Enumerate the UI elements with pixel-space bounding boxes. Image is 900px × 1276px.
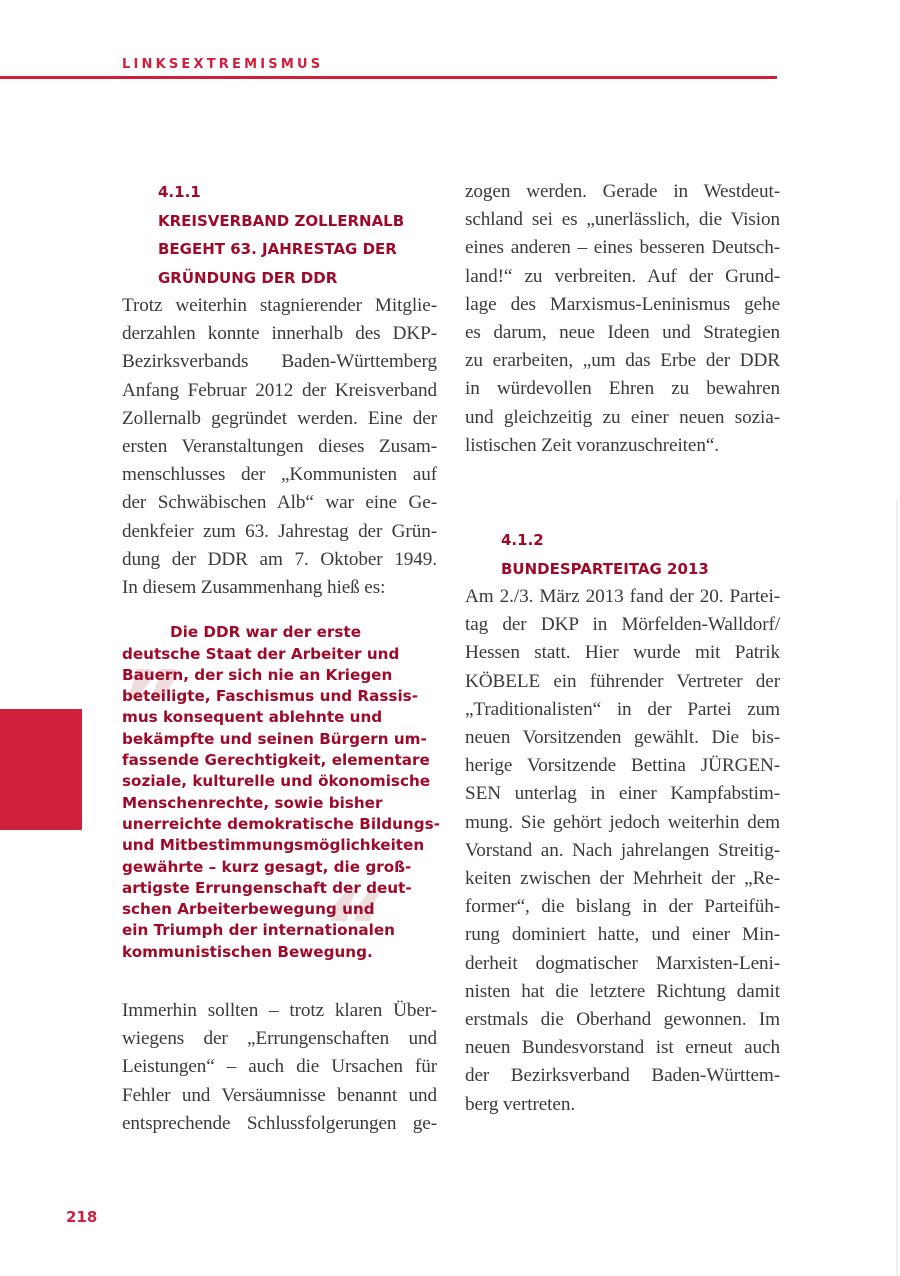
page-number: 218: [66, 1208, 98, 1226]
close-quote-mark-icon: “: [312, 872, 391, 985]
text-line: der Bezirksverband Baden-Württem-: [465, 1065, 780, 1087]
text-line: keiten zwischen der Mehrheit der „Re-: [465, 868, 780, 890]
section-2-heading: [501, 526, 780, 583]
text-line: Immerhin sollten – trotz klaren Über-: [122, 999, 437, 1021]
text-line: erstmals die Oberhand gewonnen. Im: [465, 1009, 780, 1031]
text-line: mung. Sie gehört jedoch weiterhin dem: [465, 811, 780, 833]
text-line: berg vertreten.: [465, 1093, 576, 1115]
text-line: Vorstand an. Nach jahrelangen Streitig-: [465, 839, 780, 861]
quote-line: beteiligte, Faschismus und Rassis-: [122, 687, 418, 706]
section-1-title-line: KREISVERBAND ZOLLERNALB: [158, 211, 405, 230]
text-line: nisten hat die letztere Richtung damit: [465, 980, 780, 1002]
quote-line: ein Triumph der internationalen: [122, 921, 395, 940]
section-1-after-quote-paragraph: [122, 997, 437, 1138]
text-line: wiegens der „Errungenschaften und: [122, 1028, 437, 1050]
open-quote-mark-icon: „: [118, 598, 197, 711]
section-2-title: BUNDESPARTEITAG 2013: [501, 559, 709, 578]
text-line: neuen Vorsitzenden gewählt. Die bis-: [465, 727, 780, 749]
text-line: KÖBELE ein führender Vertreter der: [465, 670, 780, 692]
text-line: und gleichzeitig zu einer neuen sozia-: [465, 406, 780, 428]
running-head-title: LINKSEXTREMISMUS: [122, 57, 324, 72]
text-line: Trotz weiterhin stagnierender Mitglie-: [122, 295, 437, 316]
text-line: former“, die bislang in der Parteifüh-: [465, 896, 780, 918]
text-line: rung dominiert hatte, und einer Min-: [465, 924, 780, 946]
quote-line: Bauern, der sich nie an Kriegen: [122, 665, 393, 684]
right-column: [465, 178, 780, 1119]
text-line: herige Vorsitzende Bettina JÜRGEN-: [465, 755, 780, 777]
text-line: land!“ zu verbreiten. Auf der Grund-: [465, 265, 780, 287]
text-line: zu erarbeiten, „um das Erbe der DDR: [465, 350, 780, 372]
text-line: eines anderen – eines besseren Deutsch-: [465, 237, 780, 259]
text-line: in würdevollen Ehren zu bewahren: [465, 378, 780, 400]
quote-line: und Mitbestimmungsmöglichkeiten: [122, 836, 425, 855]
section-1-intro-paragraph: [122, 292, 437, 602]
section-1-title-line: BEGEHT 63. JAHRESTAG DER: [158, 240, 397, 258]
quote-line: bekämpfte und seinen Bürgern um-: [122, 729, 427, 748]
text-line: derzahlen konnte innerhalb des DKP-: [122, 323, 437, 345]
text-line: menschlusses der „Kommunisten auf: [122, 464, 437, 486]
text-line: derheit dogmatischer Marxisten-Leni-: [465, 952, 780, 974]
quote-line: gewährte – kurz gesagt, die groß-: [122, 857, 412, 876]
text-line: „Traditionalisten“ in der Partei zum: [465, 698, 780, 720]
text-line: listischen Zeit voranzuschreiten“.: [465, 434, 719, 456]
quote-line: unerreichte demokratische Bildungs-: [122, 814, 440, 833]
quote-line: kommunistischen Bewegung.: [122, 942, 373, 961]
chapter-side-tab: [0, 709, 82, 830]
text-line: ersten Veranstaltungen dieses Zusam-: [122, 436, 437, 458]
block-quote: [118, 598, 440, 985]
page-edge-line: [896, 500, 898, 1276]
section-1-number: 4.1.1: [158, 183, 201, 201]
text-line: der Schwäbischen Alb“ war eine Ge-: [122, 492, 437, 514]
header-rule: [0, 76, 777, 79]
quote-line: deutsche Staat der Arbeiter und: [122, 644, 400, 663]
quote-line: soziale, kulturelle und ökonomische: [122, 772, 431, 791]
text-line: Bezirksverbands Baden-Württemberg: [122, 351, 437, 373]
text-line: Fehler und Versäumnisse benannt und: [122, 1084, 437, 1106]
text-line: Hessen statt. Hier wurde mit Patrik: [465, 642, 780, 664]
text-line: Leistungen“ – auch die Ursachen für: [122, 1056, 437, 1078]
text-line: lage des Marxismus-Leninismus gehe: [465, 293, 780, 315]
text-line: schland sei es „unerlässlich, die Vision: [465, 209, 780, 231]
text-line: Am 2./3. März 2013 fand der 20. Partei-: [465, 586, 780, 608]
text-line: tag der DKP in Mörfelden-Walldorf/: [465, 614, 780, 636]
quote-line: mus konsequent ablehnte und: [122, 708, 383, 727]
text-line: denkfeier zum 63. Jahrestag der Grün-: [122, 520, 437, 542]
section-1-continued-paragraph: [465, 178, 780, 460]
quote-line: artigste Errungenschaft der deut-: [122, 878, 412, 897]
text-line: zogen werden. Gerade in Westdeut-: [465, 181, 780, 202]
text-line: dung der DDR am 7. Oktober 1949.: [122, 548, 437, 570]
section-2-number: 4.1.2: [501, 531, 544, 550]
text-line: SEN unterlag in einer Kampfabstim-: [465, 783, 780, 805]
quote-line: schen Arbeiterbewegung und: [122, 900, 375, 919]
quote-line: Menschenrechte, sowie bisher: [122, 793, 383, 812]
section-1-heading: [158, 178, 437, 292]
quote-line: Die DDR war der erste: [170, 623, 361, 642]
section-1-title-line: GRÜNDUNG DER DDR: [158, 268, 338, 287]
text-line: neuen Bundesvorstand ist erneut auch: [465, 1037, 780, 1059]
quote-line: fassende Gerechtigkeit, elementare: [122, 751, 430, 770]
text-line: entsprechende Schlussfolgerungen ge-: [122, 1112, 437, 1134]
text-line: In diesem Zusammenhang hieß es:: [122, 577, 386, 599]
text-line: Zollernalb gegründet werden. Eine der: [122, 407, 437, 429]
text-line: Anfang Februar 2012 der Kreisverband: [122, 379, 437, 401]
text-line: es darum, neue Ideen und Strategien: [465, 322, 780, 344]
section-2-paragraph: [465, 583, 780, 1119]
left-column: [118, 178, 440, 1138]
